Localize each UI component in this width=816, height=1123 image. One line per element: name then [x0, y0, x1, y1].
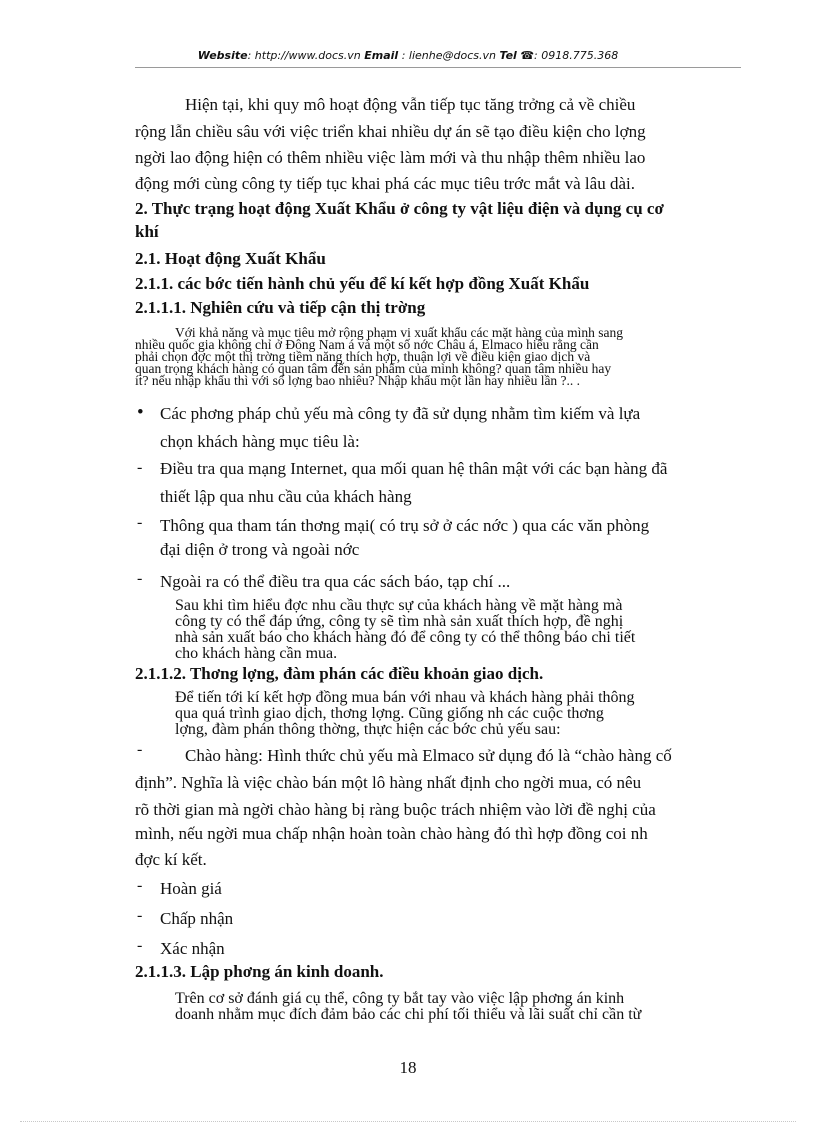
bullet-line-2: chọn khách hàng mục tiêu là:: [160, 432, 360, 451]
research-line-2: nhiều quốc gia không chỉ ở Đông Nam á và một số nớc Châu á, Elmaco hiểu rằng cần: [135, 337, 599, 352]
intro-line-1: Hiện tại, khi quy mô hoạt động vẫn tiếp tục tăng trởng cả về chiều: [185, 95, 636, 114]
dash-2-line-1: Thông qua tham tán thơng mại( có trụ sở ở các nớc ) qua các văn phòng: [160, 516, 650, 535]
dash-marker-step-1: -: [137, 877, 143, 894]
dash-marker-step-3: -: [137, 937, 143, 954]
research-line-5: ít? nếu nhập khẩu thì với số lợng bao nhiêu? Nhập khẩu một lần hay nhiều lần ?.. .: [135, 373, 581, 388]
intro-line-4: động mới cùng công ty tiếp tục khai phá các mục tiêu trớc mắt và lâu dài.: [135, 174, 635, 193]
step-1: Hoàn giá: [160, 879, 222, 898]
email-label: Email: [364, 49, 399, 62]
header-divider: [135, 67, 741, 68]
offer-line-5: đợc kí kết.: [135, 850, 207, 869]
dash-marker-offer: -: [137, 741, 143, 758]
dash-3-line: Ngoài ra có thể điều tra qua các sách báo, tạp chí ...: [160, 572, 511, 591]
dash-1-line-2: thiết lập qua nhu cầu của khách hàng: [160, 487, 412, 506]
step-2: Chấp nhận: [160, 909, 234, 928]
tel-value: : 0918.775.368: [534, 49, 619, 62]
website-value: : http://www.docs.vn: [247, 49, 361, 62]
heading-2-1-1: 2.1.1. các bớc tiến hành chủ yếu để kí kết hợp đồng Xuất Khẩu: [135, 274, 590, 293]
heading-2-1-1-2: 2.1.1.2. Thơng lợng, đàm phán các điều khoản giao dịch.: [135, 664, 544, 683]
bullet-marker: •: [137, 402, 144, 423]
email-value: : lienhe@docs.vn: [401, 49, 496, 62]
offer-line-3: rõ thời gian mà ngời chào hàng bị ràng buộc trách nhiệm vào lời đề nghị của: [135, 800, 656, 819]
dash-marker-3: -: [137, 570, 143, 587]
tel-label: Tel: [499, 49, 517, 62]
offer-line-2: định”. Nghĩa là việc chào bán một lô hàng nhất định cho ngời mua, có nêu: [135, 773, 642, 792]
offer-line-4: mình, nếu ngời mua chấp nhận hoàn toàn chào hàng đó thì hợp đồng coi nh: [135, 824, 648, 843]
footer-divider: [20, 1121, 796, 1122]
research-line-3: phải chọn đợc một thị trờng tiềm năng thích hợp, thuận lợi về điều kiện giao dịch và: [135, 349, 591, 364]
heading-2-1-1-1: 2.1.1.1. Nghiên cứu và tiếp cận thị trờng: [135, 298, 426, 317]
page-number: 18: [399, 1058, 417, 1077]
negotiation-line-2: qua quá trình giao dịch, thơng lợng. Cũng giống nh các cuộc thơng: [175, 705, 604, 722]
dash-marker-step-2: -: [137, 907, 143, 924]
phone-icon: ☎: [520, 49, 535, 62]
dash-marker-1: -: [137, 459, 143, 476]
step-3: Xác nhận: [160, 939, 225, 958]
research-line-4: quan trọng khách hàng có quan tâm đến sản phẩm của mình không? quan tâm nhiều hay: [135, 361, 612, 376]
after-line-1: Sau khi tìm hiểu đợc nhu cầu thực sự của khách hàng về mặt hàng mà: [175, 597, 623, 614]
heading-2-1-1-3: 2.1.1.3. Lập phơng án kinh doanh.: [135, 962, 384, 981]
bullet-line-1: Các phơng pháp chủ yếu mà công ty đã sử dụng nhằm tìm kiếm và lựa: [160, 404, 641, 423]
after-line-2: công ty có thể đáp ứng, công ty sẽ tìm nhà sản xuất thích hợp, đề nghị: [175, 613, 624, 630]
intro-line-3: ngời lao động hiện có thêm nhiều việc làm mới và thu nhập thêm nhiều lao: [135, 148, 646, 167]
dash-2-line-2: đại diện ở trong và ngoài nớc: [160, 540, 360, 559]
intro-line-2: rộng lẫn chiều sâu với việc triển khai nhiều dự án sẽ tạo điều kiện cho lợng: [135, 122, 646, 141]
plan-line-2: doanh nhằm mục đích đảm bảo các chi phí tối thiểu và lãi suất chỉ cần từ: [175, 1006, 642, 1023]
plan-line-1: Trên cơ sở đánh giá cụ thể, công ty bắt tay vào việc lập phơng án kinh: [175, 990, 625, 1007]
heading-2-line-2: khí: [135, 222, 159, 241]
page-header: [0, 49, 816, 62]
heading-2-1: 2.1. Hoạt động Xuất Khẩu: [135, 249, 326, 268]
negotiation-line-1: Để tiến tới kí kết hợp đồng mua bán với nhau và khách hàng phải thông: [175, 689, 635, 706]
dash-1-line-1: Điều tra qua mạng Internet, qua mối quan hệ thân mật với các bạn hàng đã: [160, 459, 668, 478]
after-line-3: nhà sản xuất báo cho khách hàng đó để công ty có thể thông báo chi tiết: [175, 629, 636, 646]
research-line-1: Với khả năng và mục tiêu mở rộng phạm vi xuất khẩu các mặt hàng của mình sang: [175, 325, 624, 340]
offer-line-1: Chào hàng: Hình thức chủ yếu mà Elmaco sử dụng đó là “chào hàng cố: [185, 746, 672, 765]
after-line-4: cho khách hàng cần mua.: [175, 645, 338, 662]
website-label: Website: [197, 49, 248, 62]
heading-2-line-1: 2. Thực trạng hoạt động Xuất Khẩu ở công ty vật liệu điện và dụng cụ cơ: [135, 199, 664, 218]
negotiation-line-3: lợng, đàm phán thông thờng, thực hiện các bớc chủ yếu sau:: [175, 721, 561, 738]
dash-marker-2: -: [137, 514, 143, 531]
